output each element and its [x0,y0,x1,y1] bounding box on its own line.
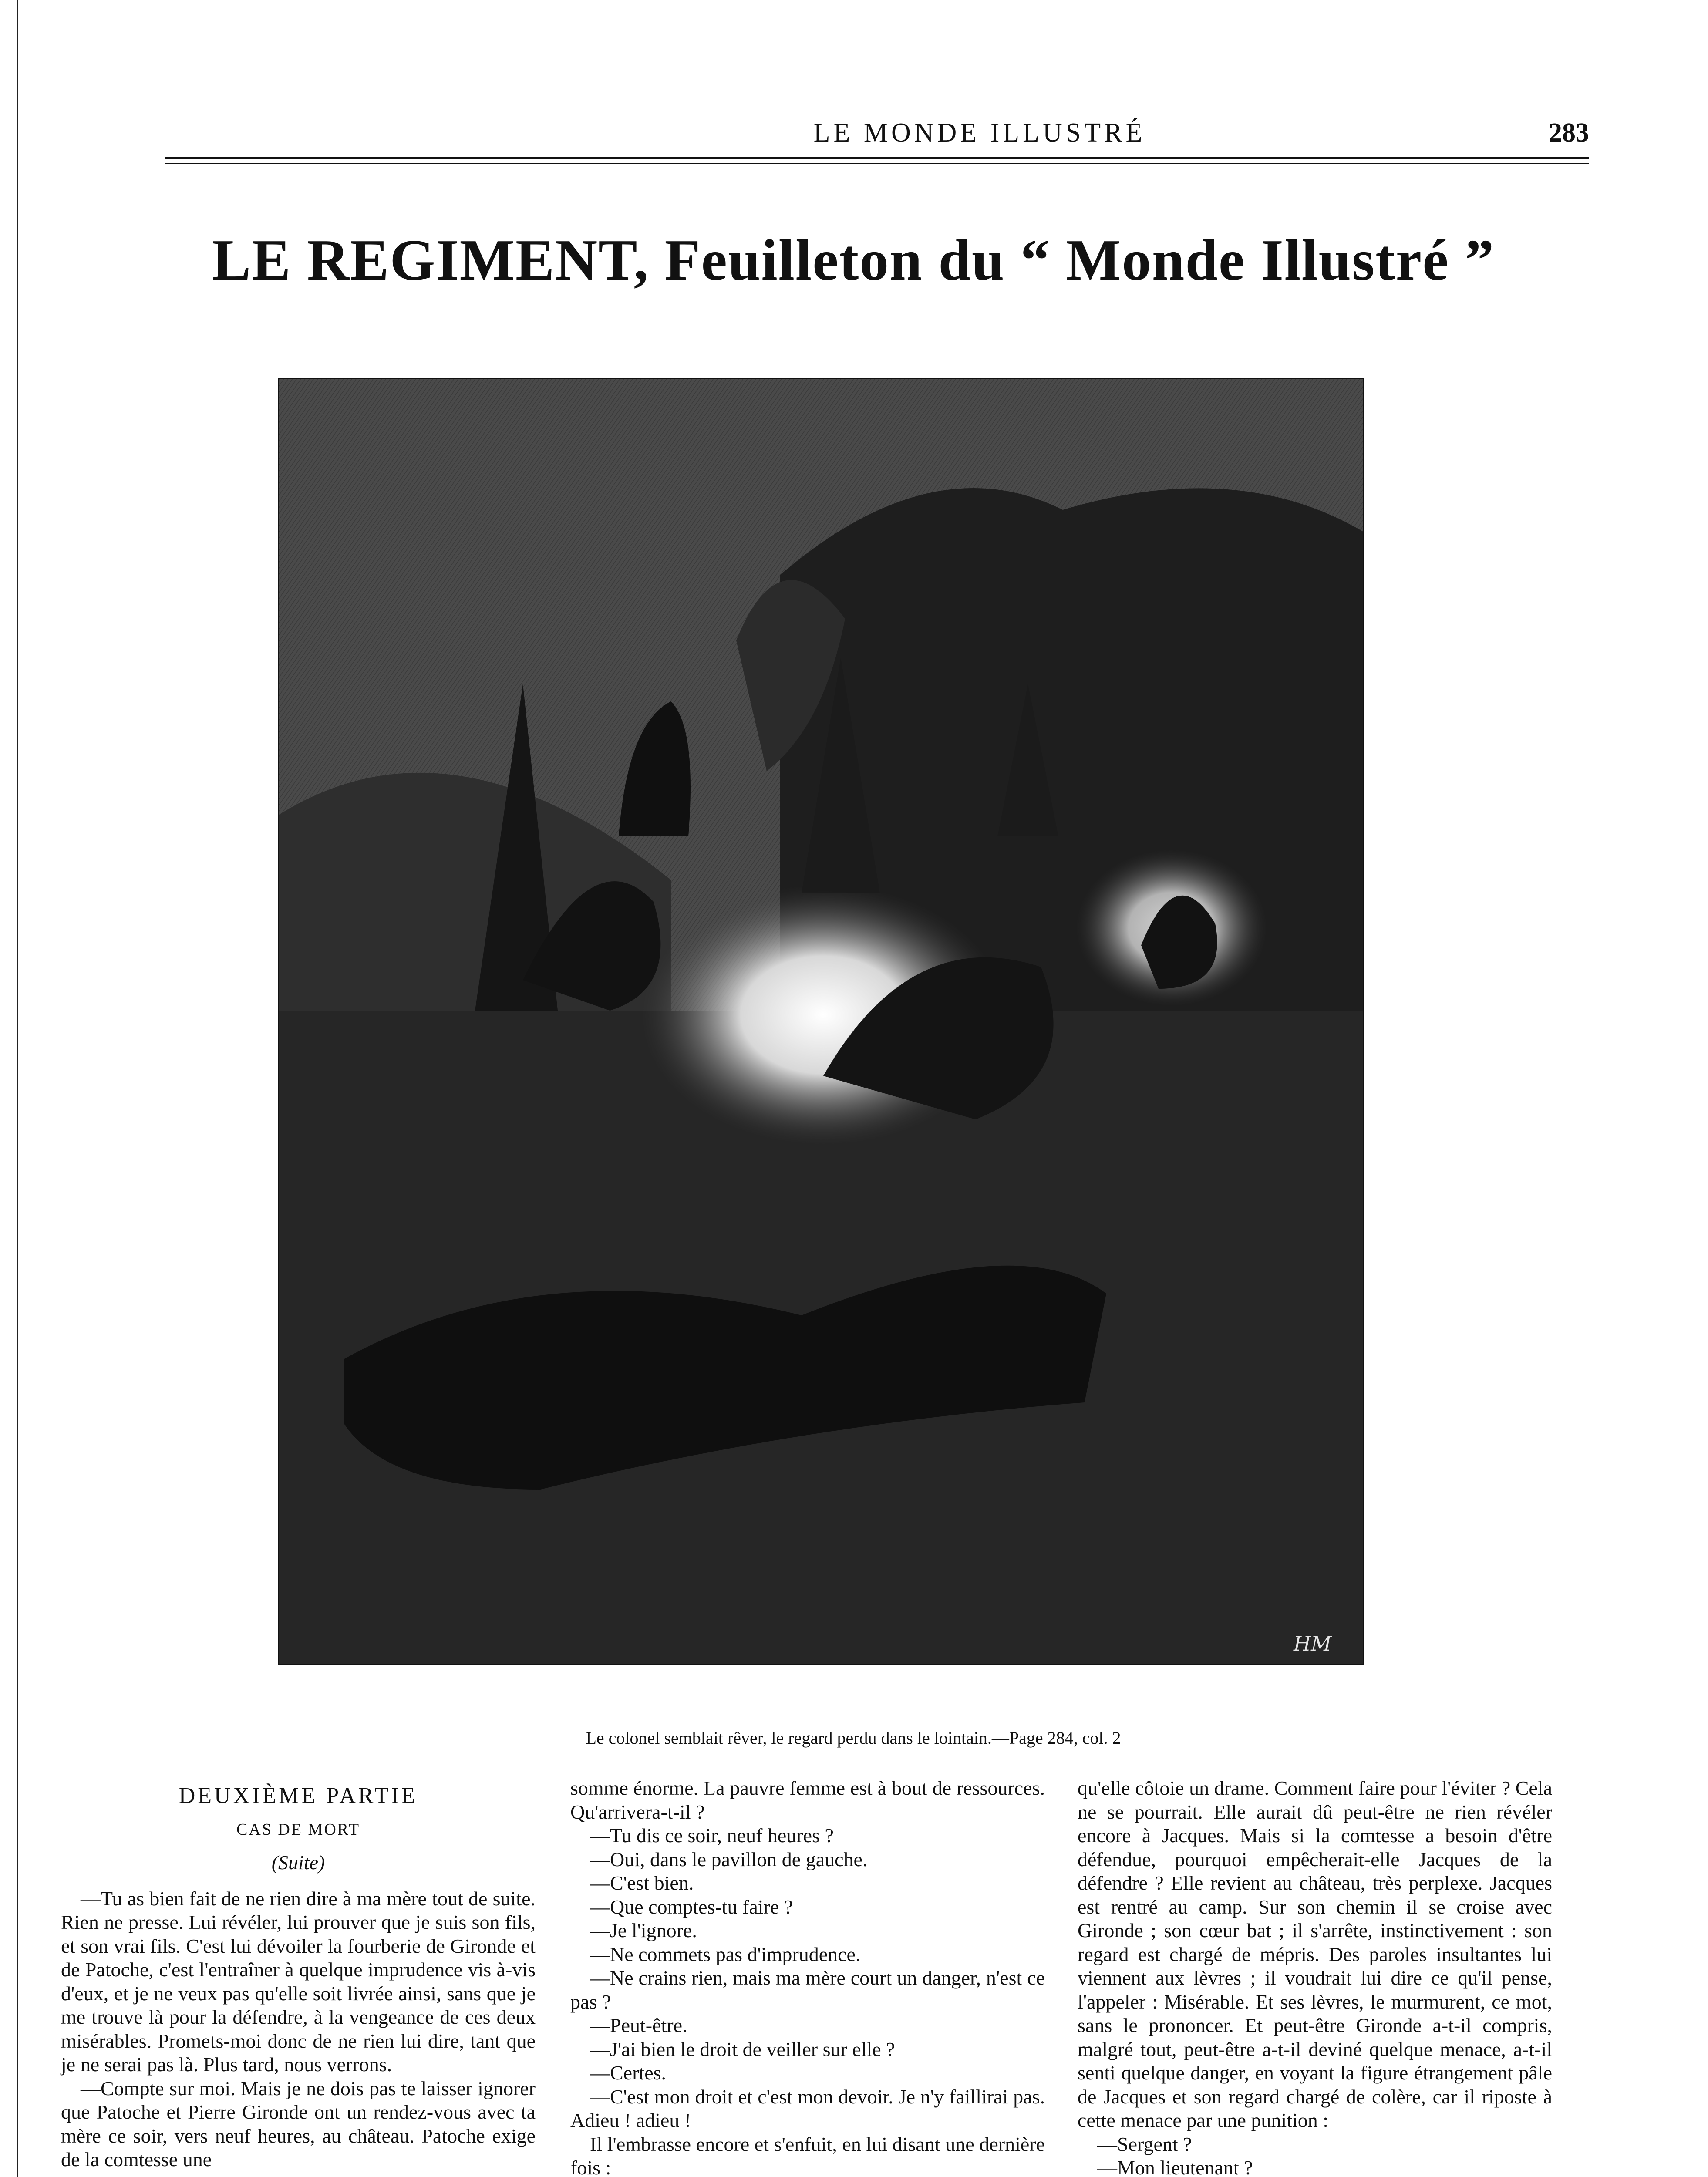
paragraph: —C'est bien. [590,1872,694,1894]
paragraph: Il l'embrasse encore et s'enfuit, en lui disant une dernière fois : [570,2133,1045,2177]
continued-label: (Suite) [271,1851,325,1874]
running-title: LE MONDE ILLUSTRÉ [813,118,1146,148]
paragraph: —C'est mon droit et c'est mon devoir. Je n'y faillirai pas. Adieu ! adieu ! [570,2085,1045,2131]
paragraph: qu'elle côtoie un drame. Comment faire pour l'éviter ? Cela ne se pourrait. Elle aurait dû peut-être ne rien révéler encore à Jacques. Mais si la comtesse a besoin d'être défendue, pourquoi empêcherait-elle Jacques de la défendre ? Elle revient au château, très perplexe. Jacques est rentré au camp. Sur son chemin il se croise avec Gironde ; son cœur bat ; il s'arrête, instinctivement : son regard est chargé de mépris. Des paroles insultantes lui viennent aux lèvres ; il voudrait lui dire ce qu'il pense, l'appeler : Misérable. Et ses lèvres, le murmurent, ce mot, sans le prononcer. Et peut-être Gironde a-t-il compris, malgré tout, peut-être a-t-il deviné quelque menace, a-t-il senti quelque danger, en voyant la figure étrangement pâle de Jacques et son regard chargé de colère, car il riposte à cette menace par une punition : [1078,1777,1552,2131]
running-head [165,114,1589,153]
page-number: 283 [1549,118,1589,148]
paragraph: —Certes. [590,2062,667,2084]
paragraph: —Que comptes-tu faire ? [590,1895,793,1918]
headline: LE REGIMENT, Feuilleton du “ Monde Illustré ” [212,228,1495,292]
text-column-2 [570,1776,1045,2177]
paragraph: —Sergent ? [1097,2133,1192,2155]
artist-signature: HM [1294,1632,1332,1655]
paragraph: —J'ai bien le droit de veiller sur elle ? [590,2038,895,2060]
text-column-3 [1078,1776,1552,2177]
margin-rule [17,0,18,2177]
paragraph: —Oui, dans le pavillon de gauche. [590,1848,868,1870]
paragraph: somme énorme. La pauvre femme est à bout de ressources. Qu'arrivera-t-il ? [570,1777,1045,1823]
header-rule [165,157,1589,159]
text-column-1 [61,1776,536,2172]
paragraph: —Je l'ignore. [590,1919,697,1941]
header-rule-thin [165,163,1589,164]
chapter-title: CAS DE MORT [236,1820,360,1839]
paragraph: —Peut-être. [590,2014,687,2036]
part-title: DEUXIÈME PARTIE [179,1783,418,1808]
paragraph: —Mon lieutenant ? [1097,2157,1253,2177]
paragraph: —Tu as bien fait de ne rien dire à ma mère tout de suite. Rien ne presse. Lui révéler, lui prouver que je suis son fils, et son vrai fils. C'est lui dévoiler la fourberie de Gironde et de Patoche, c'est l'entraîner à quelque imprudence vis à-vis d'eux, et je ne veux pas qu'elle soit livrée ainsi, sans que je me trouve là pour la défendre, à la vengeance de ces deux misérables. Promets-moi donc de ne rien lui dire, tant que je ne serai pas là. Plus tard, nous verrons. [61,1887,536,2076]
illustration-caption: Le colonel semblait rêver, le regard perdu dans le lointain.—Page 284, col. 2 [586,1728,1121,1748]
paragraph: —Tu dis ce soir, neuf heures ? [590,1824,834,1847]
paragraph: —Ne commets pas d'imprudence. [590,1943,861,1965]
paragraph: —Compte sur moi. Mais je ne dois pas te laisser ignorer que Patoche et Pierre Gironde ont un rendez-vous avec ta mère ce soir, vers neuf heures, au château. Patoche exige de la comtesse une [61,2077,536,2170]
engraving-illustration [278,378,1364,1665]
paragraph: —Ne crains rien, mais ma mère court un danger, n'est ce pas ? [570,1967,1045,2013]
camp-fire-scene [279,379,1363,1664]
